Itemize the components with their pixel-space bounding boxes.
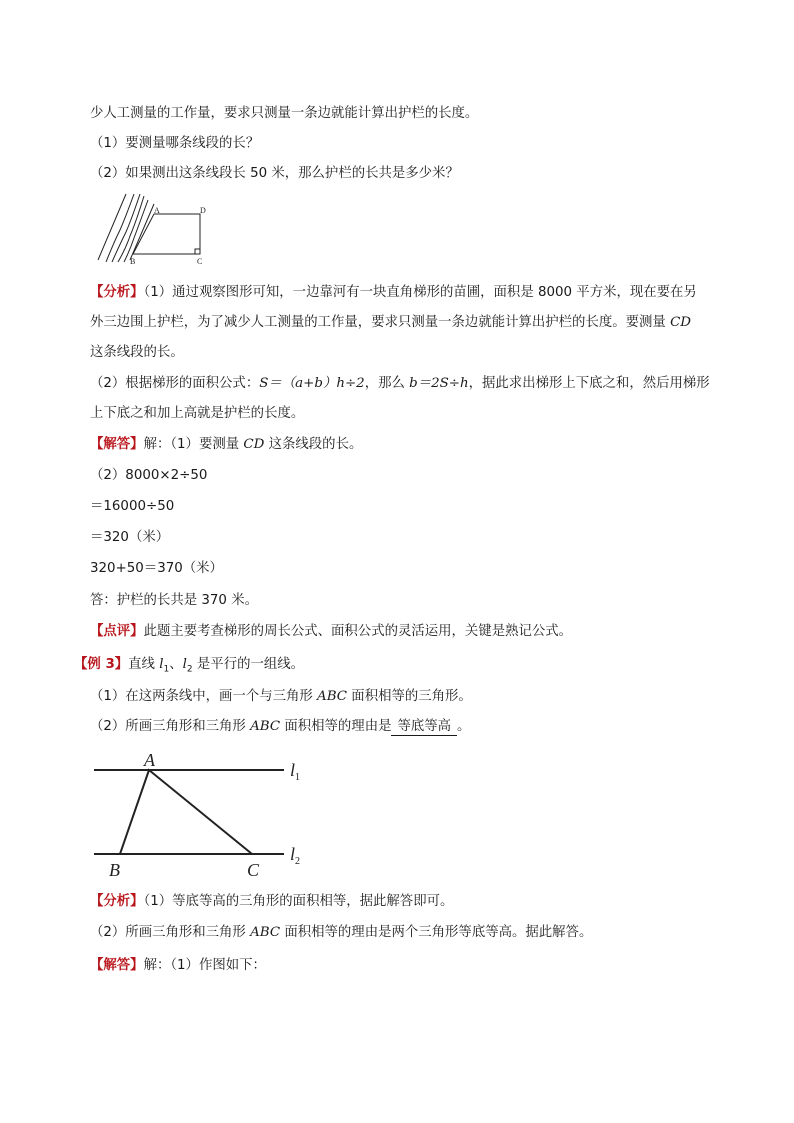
trapezoid-edge: [133, 214, 200, 254]
triangle-parallel-lines-figure: [88, 748, 318, 882]
example-3-intro: 【例 3】直线 $l_1$、$l_2$ 是平行的一组线。: [74, 657, 305, 675]
line-label-l2: $l_2$: [290, 844, 301, 867]
triangle-abc: [120, 770, 252, 854]
problem-continuation: 少人工测量的工作量，要求只测量一条边就能计算出护栏的长度。: [90, 106, 479, 121]
analysis-line-5: 上下底之和加上高就是护栏的长度。: [90, 406, 305, 421]
vertex-label-b: B: [130, 257, 136, 266]
question-2: （2）如果测出这条线段长 50 米，那么护栏的长共是多少米？: [90, 166, 459, 181]
vertex-label-c: C: [247, 860, 260, 880]
river-bank-line: [118, 196, 144, 262]
example-3-question-1: （1）在这两条线中，画一个与三角形 ABC 面积相等的三角形。: [90, 689, 472, 704]
example-3-question-2: （2）所画三角形和三角形 ABC 面积相等的理由是 等底等高 。: [90, 719, 471, 734]
analysis-line-2: 外三边围上护栏，为了减少人工测量的工作量，要求只测量一条边就能计算出护栏的长度。要测量 CD: [90, 315, 692, 330]
answer-line-1: 【解答】解：（1）要测量 CD 这条线段的长。: [90, 437, 363, 452]
comment-tag: 【点评】: [90, 624, 144, 639]
analysis-tag: 【分析】: [90, 285, 144, 300]
river-bank-line: [124, 200, 148, 262]
answer-blank: 等底等高: [391, 719, 457, 736]
vertex-label-d: D: [200, 206, 206, 215]
answer-line-5: 320+50＝370（米）: [90, 561, 223, 576]
right-angle-mark: [195, 249, 200, 254]
line-label-l1: $l_1$: [290, 760, 301, 783]
answer-tag: 【解答】: [90, 958, 144, 973]
answer-line-2: （2）8000×2÷50: [90, 468, 208, 483]
answer-line-3: ＝16000÷50: [90, 499, 175, 514]
river-bank-line: [112, 194, 140, 262]
trapezoid-river-figure: [96, 192, 216, 268]
analysis-line-3: 这条线段的长。: [90, 345, 184, 360]
analysis-line-1: 【分析】（1）通过观察图形可知，一边靠河有一块直角梯形的苗圃，面积是 8000 平方米，现在要在另: [90, 285, 697, 300]
vertex-label-c: C: [197, 257, 203, 266]
example-3-analysis-2: （2）所画三角形和三角形 ABC 面积相等的理由是两个三角形等底等高。据此解答。: [90, 925, 593, 940]
example-tag: 【例 3】: [74, 657, 129, 672]
answer-tag: 【解答】: [90, 437, 144, 452]
answer-line-6: 答：护栏的长共是 370 米。: [90, 593, 258, 608]
example-3-analysis-1: 【分析】（1）等底等高的三角形的面积相等，据此解答即可。: [90, 894, 454, 909]
example-3-answer-1: 【解答】解：（1）作图如下：: [90, 958, 266, 973]
answer-line-4: ＝320（米）: [90, 530, 170, 545]
vertex-label-a: A: [144, 750, 155, 770]
river-bank-line: [106, 194, 134, 262]
vertex-label-a: A: [154, 206, 160, 215]
analysis-tag: 【分析】: [90, 894, 144, 909]
question-1: （1）要测量哪条线段的长？: [90, 136, 260, 151]
vertex-label-b: B: [109, 860, 120, 880]
analysis-line-4: （2）根据梯形的面积公式：S＝（a+b）h÷2，那么 b＝2S÷h，据此求出梯形上下底之和，然后用梯形: [90, 376, 710, 391]
comment-line: 【点评】此题主要考查梯形的周长公式、面积公式的灵活运用，关键是熟记公式。: [90, 624, 573, 639]
